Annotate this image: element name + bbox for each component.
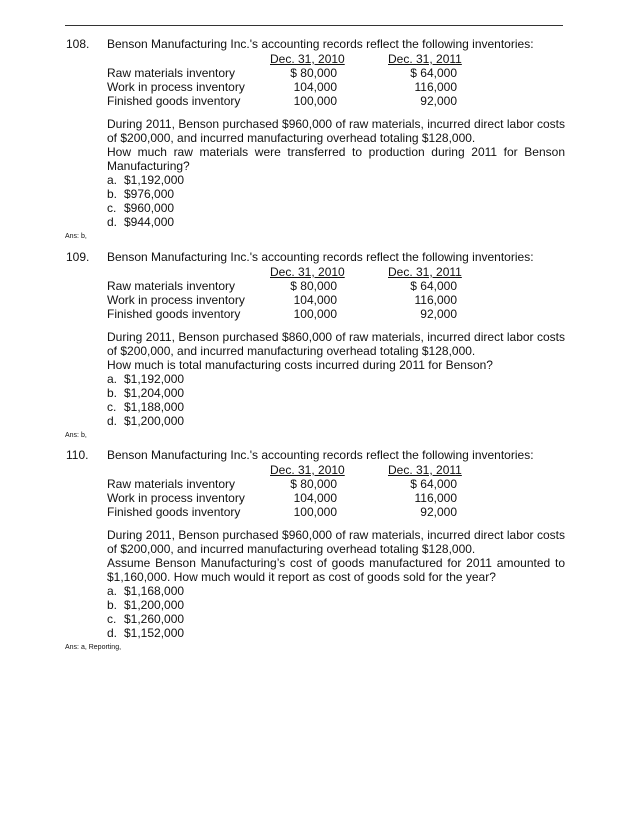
answer-key: Ans: b, (65, 233, 87, 240)
option-d: d. $1,152,000 (107, 626, 185, 640)
table-row (107, 94, 467, 108)
question-paragraph: During 2011, Benson purchased $860,000 of raw materials, incurred direct labor costs of $200,000, and incurred manufacturing overhead totaling $128,000. (107, 330, 565, 358)
column-header-2011: Dec. 31, 2011 (388, 52, 462, 66)
answer-options (107, 372, 307, 428)
option-b: b. $1,204,000 (107, 386, 185, 400)
row-label: Work in process inventory (107, 293, 245, 307)
question-prompt: Assume Benson Manufacturing’s cost of goods manufactured for 2011 amounted to $1,160,000. How much would it report as cost of goods sold for the year? (107, 556, 565, 584)
inventory-table (107, 463, 467, 519)
table-row (107, 66, 467, 80)
option-c: c. $960,000 (107, 201, 175, 215)
row-label: Raw materials inventory (107, 477, 236, 491)
question-number: 110. (66, 448, 89, 462)
option-d: d. $944,000 (107, 215, 175, 229)
row-label: Raw materials inventory (107, 66, 236, 80)
column-header-2010: Dec. 31, 2010 (270, 52, 345, 66)
option-b: b. $1,200,000 (107, 598, 185, 612)
question-intro: Benson Manufacturing Inc.'s accounting records reflect the following inventories: (107, 448, 534, 462)
row-label: Finished goods inventory (107, 307, 241, 321)
value-2011: 92,000 (420, 307, 457, 321)
answer-options (107, 173, 307, 229)
top-rule (65, 25, 563, 26)
value-2011: $ 64,000 (410, 279, 457, 293)
question-number: 109. (66, 250, 90, 264)
value-2010: $ 80,000 (290, 66, 337, 80)
table-row (107, 307, 467, 321)
value-2010: 100,000 (293, 94, 337, 108)
table-row (107, 279, 467, 293)
row-label: Work in process inventory (107, 80, 245, 94)
table-row (107, 491, 467, 505)
value-2011: 116,000 (414, 293, 457, 307)
answer-options (107, 584, 307, 640)
question-number: 108. (66, 37, 90, 51)
inventory-table (107, 52, 467, 108)
option-a: a. $1,192,000 (107, 173, 185, 187)
answer-key: Ans: b, (65, 432, 87, 439)
value-2011: 116,000 (414, 80, 457, 94)
column-header-2011: Dec. 31, 2011 (388, 463, 462, 477)
table-row (107, 505, 467, 519)
row-label: Finished goods inventory (107, 505, 241, 519)
value-2010: 104,000 (293, 80, 337, 94)
value-2010: $ 80,000 (290, 477, 337, 491)
value-2011: $ 64,000 (410, 66, 457, 80)
table-row (107, 80, 467, 94)
question-paragraph: During 2011, Benson purchased $960,000 of raw materials, incurred direct labor costs of $200,000, and incurred manufacturing overhead totaling $128,000. (107, 528, 565, 556)
row-label: Finished goods inventory (107, 94, 241, 108)
question-intro: Benson Manufacturing Inc.'s accounting records reflect the following inventories: (107, 37, 534, 51)
answer-key: Ans: a, Reporting, (65, 644, 122, 651)
question-body (107, 117, 565, 173)
value-2010: $ 80,000 (290, 279, 337, 293)
question-prompt: How much raw materials were transferred to production during 2011 for Benson Manufacturing? (107, 145, 565, 173)
value-2010: 104,000 (293, 293, 337, 307)
value-2010: 104,000 (293, 491, 337, 505)
value-2011: $ 64,000 (410, 477, 457, 491)
table-row (107, 293, 467, 307)
value-2011: 116,000 (414, 491, 457, 505)
option-c: c. $1,188,000 (107, 400, 185, 414)
option-c: c. $1,260,000 (107, 612, 185, 626)
value-2011: 92,000 (420, 94, 457, 108)
column-header-2011: Dec. 31, 2011 (388, 265, 462, 279)
inventory-table (107, 265, 467, 321)
row-label: Work in process inventory (107, 491, 245, 505)
question-paragraph: During 2011, Benson purchased $960,000 of raw materials, incurred direct labor costs of $200,000, and incurred manufacturing overhead totaling $128,000. (107, 117, 565, 145)
column-header-2010: Dec. 31, 2010 (270, 265, 345, 279)
option-d: d. $1,200,000 (107, 414, 185, 428)
option-b: b. $976,000 (107, 187, 175, 201)
question-body (107, 330, 565, 372)
row-label: Raw materials inventory (107, 279, 236, 293)
value-2010: 100,000 (293, 307, 337, 321)
value-2010: 100,000 (293, 505, 337, 519)
option-a: a. $1,168,000 (107, 584, 185, 598)
table-row (107, 477, 467, 491)
column-header-2010: Dec. 31, 2010 (270, 463, 345, 477)
question-body (107, 528, 565, 584)
option-a: a. $1,192,000 (107, 372, 185, 386)
question-prompt: How much is total manufacturing costs incurred during 2011 for Benson? (107, 358, 493, 372)
value-2011: 92,000 (420, 505, 457, 519)
question-intro: Benson Manufacturing Inc.'s accounting records reflect the following inventories: (107, 250, 534, 264)
